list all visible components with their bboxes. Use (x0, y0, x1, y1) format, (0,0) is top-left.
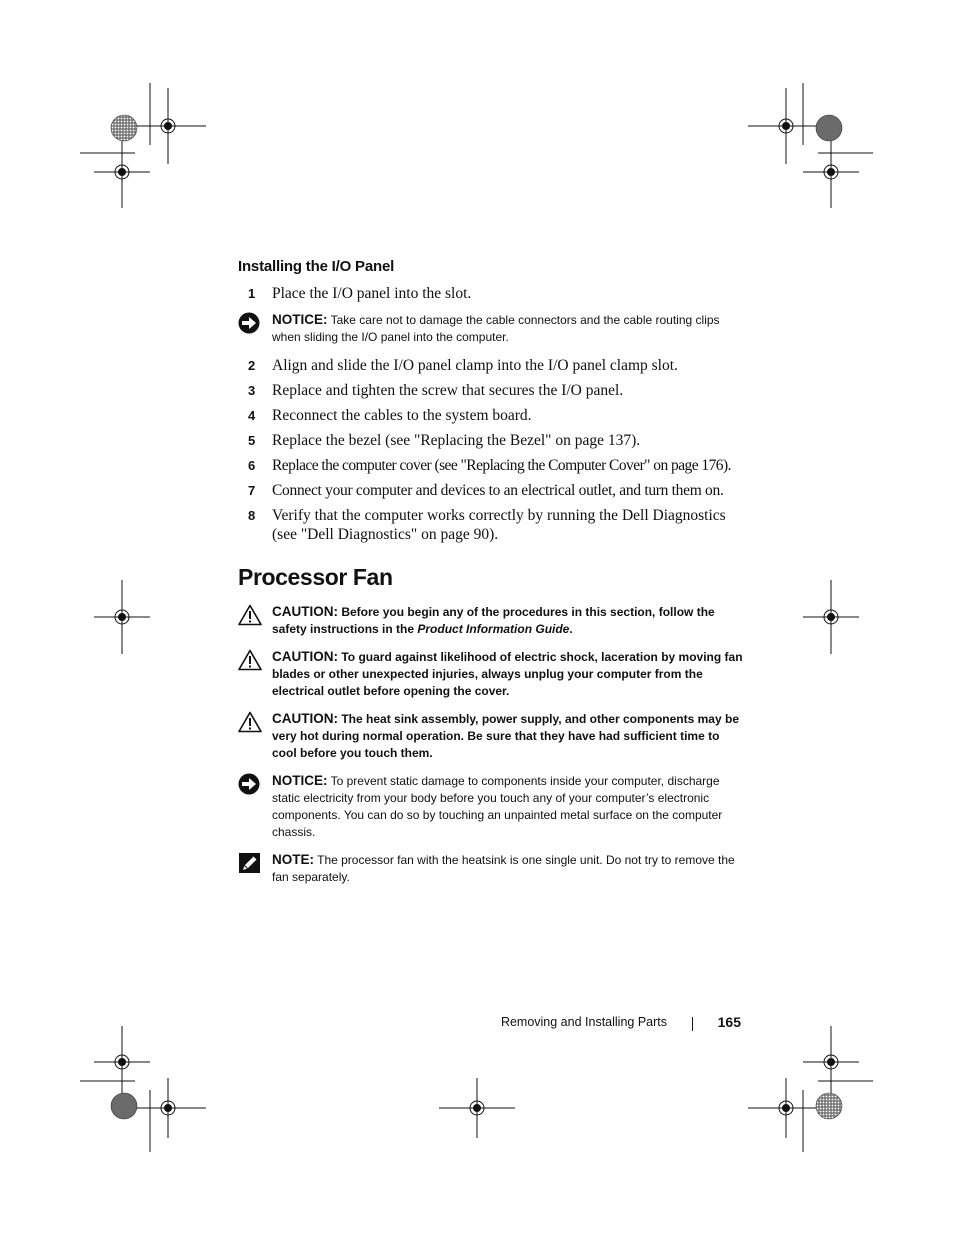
caution-callout-2 (238, 648, 743, 700)
caution-text-part: Before you begin any of the procedures in this section, follow the safety instructions in the (272, 605, 715, 636)
notice-text: To prevent static damage to components inside your computer, discharge static electricity from your body before you touch any of your computer’s electronic components. You can do so by touching an unpainted metal surface on the computer chassis. (272, 774, 723, 839)
section-heading-io-panel: Installing the I/O Panel (238, 258, 395, 275)
step-text: Replace the bezel (see "Replacing the Bezel" on page 137). (272, 432, 641, 449)
caution-text (272, 605, 715, 636)
step-8 (238, 506, 743, 544)
step-7 (238, 481, 743, 500)
footer-divider (692, 1017, 693, 1031)
notice-callout (238, 311, 743, 346)
notice-callout-2 (238, 772, 743, 841)
step-3 (238, 381, 743, 400)
step-text: Align and slide the I/O panel clamp into the I/O panel clamp slot. (272, 357, 678, 374)
notice-text: Take care not to damage the cable connectors and the cable routing clips when sliding the I/O panel into the computer. (272, 313, 720, 344)
step-1 (238, 284, 743, 303)
note-pencil-icon (238, 852, 262, 874)
section-heading-processor-fan: Processor Fan (238, 564, 393, 590)
step-number: 4 (248, 408, 256, 423)
page-content (238, 258, 743, 896)
notice-arrow-icon (238, 312, 262, 334)
step-text: Connect your computer and devices to an electrical outlet, and turn them on. (272, 482, 724, 499)
caution-callout-3 (238, 710, 743, 762)
page-number: 165 (717, 1014, 741, 1030)
notice-arrow-icon (238, 773, 262, 795)
caution-triangle-icon (238, 649, 262, 671)
caution-triangle-icon (238, 711, 262, 733)
footer-section-title: Removing and Installing Parts (500, 1015, 667, 1029)
step-text: Place the I/O panel into the slot. (272, 285, 472, 302)
caution-text-guide-title: Product Information Guide (417, 622, 570, 636)
step-number: 6 (248, 458, 256, 473)
caution-label: CAUTION: (272, 604, 338, 619)
caution-text-end: . (569, 622, 573, 636)
step-text: Verify that the computer works correctly by running the Dell Diagnostics (see "Dell Diagnostics" on page 90). (272, 507, 726, 543)
step-text: Reconnect the cables to the system board. (272, 407, 532, 424)
step-number: 3 (248, 383, 256, 398)
notice-label: NOTICE: (272, 312, 328, 327)
step-4 (238, 406, 743, 425)
caution-label: CAUTION: (272, 649, 338, 664)
step-5 (238, 431, 743, 450)
caution-text: The heat sink assembly, power supply, and other components may be very hot during normal operation. Be sure that they have had sufficient time to cool before you touch them. (272, 712, 739, 760)
step-text: Replace the computer cover (see "Replacing the Computer Cover" on page 176). (272, 457, 731, 474)
step-number: 7 (248, 483, 256, 498)
note-callout (238, 851, 743, 886)
caution-triangle-icon (238, 604, 262, 626)
step-number: 5 (248, 433, 256, 448)
notice-label: NOTICE: (272, 773, 328, 788)
step-6 (238, 456, 743, 475)
step-number: 2 (248, 358, 256, 373)
caution-callout-1 (238, 603, 743, 638)
step-2 (238, 356, 743, 375)
note-label: NOTE: (272, 852, 314, 867)
caution-label: CAUTION: (272, 711, 338, 726)
note-text: The processor fan with the heatsink is one single unit. Do not try to remove the fan separately. (272, 853, 735, 884)
step-number: 1 (248, 286, 256, 301)
caution-text: To guard against likelihood of electric shock, laceration by moving fan blades or other unexpected injuries, always unplug your computer from the electrical outlet before opening the cover. (272, 650, 743, 698)
step-number: 8 (248, 508, 256, 523)
step-text: Replace and tighten the screw that secures the I/O panel. (272, 382, 624, 399)
